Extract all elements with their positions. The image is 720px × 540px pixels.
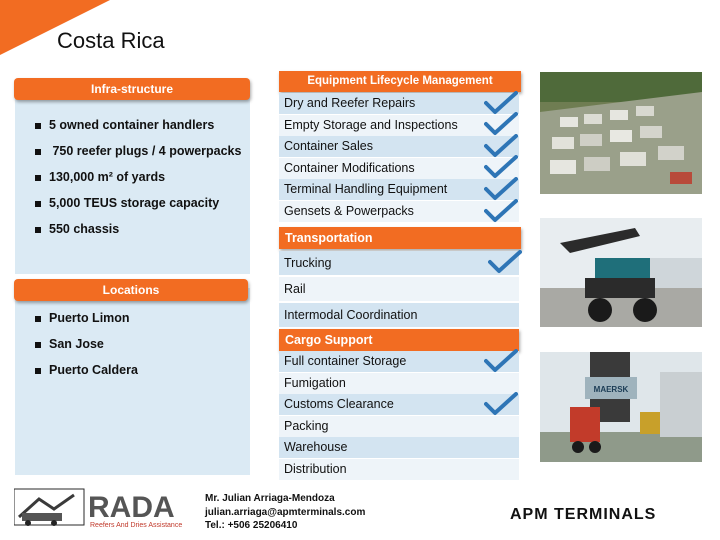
- row-label: Terminal Handling Equipment: [284, 182, 448, 196]
- transportation-header: Transportation: [279, 227, 521, 249]
- row-label: Container Sales: [284, 139, 373, 153]
- list-item: Puerto Caldera: [33, 363, 138, 377]
- check-icon: [484, 349, 518, 373]
- locations-header: Locations: [14, 279, 248, 301]
- rada-logo: [14, 487, 189, 529]
- equipment-header: Equipment Lifecycle Management: [279, 71, 521, 92]
- row-label: Fumigation: [284, 376, 346, 390]
- page-title: Costa Rica: [57, 28, 165, 53]
- rada-tagline: Reefers And Dries Assistance: [90, 522, 183, 529]
- row-label: Intermodal Coordination: [284, 308, 418, 322]
- list-item: 5,000 TEUS storage capacity: [33, 196, 241, 210]
- table-row: [279, 459, 519, 480]
- cargo-header: Cargo Support: [279, 329, 519, 351]
- table-row: [279, 115, 519, 136]
- contact-block: [205, 492, 365, 533]
- reach-stacker-photo: [540, 218, 702, 327]
- table-row: [279, 416, 519, 437]
- row-label: Container Modifications: [284, 161, 415, 175]
- row-label: Full container Storage: [284, 354, 407, 368]
- table-row: [279, 136, 519, 157]
- check-icon: [484, 392, 518, 416]
- row-label: Distribution: [284, 462, 347, 476]
- row-label: Rail: [284, 282, 306, 296]
- terminal-aerial-photo: [540, 72, 702, 194]
- row-label: Dry and Reefer Repairs: [284, 96, 416, 110]
- rada-wordmark: RADA: [88, 491, 175, 524]
- table-row: [279, 201, 519, 222]
- check-icon: [488, 250, 522, 274]
- list-item: Puerto Limon: [33, 311, 138, 325]
- infra-list: [33, 118, 241, 236]
- row-label: Customs Clearance: [284, 397, 394, 411]
- list-item: 130,000 m² of yards: [33, 170, 241, 184]
- list-item: San Jose: [33, 337, 138, 351]
- maersk-text: MAERSK: [593, 385, 629, 394]
- table-row: [279, 303, 519, 327]
- row-label: Warehouse: [284, 440, 348, 454]
- locations-list: [33, 311, 138, 377]
- list-item: 750 reefer plugs / 4 powerpacks: [33, 144, 241, 158]
- contact-phone: Tel.: +506 25206410: [205, 520, 298, 531]
- table-row: [279, 251, 519, 275]
- table-row: [279, 394, 519, 415]
- table-row: [279, 351, 519, 372]
- row-label: Trucking: [284, 256, 332, 270]
- table-row: [279, 437, 519, 458]
- contact-email[interactable]: julian.arriaga@apmterminals.com: [205, 506, 366, 518]
- container-yard-photo: [540, 352, 702, 462]
- infra-header: Infra-structure: [14, 78, 250, 100]
- table-row: [279, 179, 519, 200]
- table-row: [279, 93, 519, 114]
- table-row: [279, 158, 519, 179]
- list-item: 550 chassis: [33, 222, 241, 236]
- contact-name: Mr. Julian Arriaga-Mendoza: [205, 493, 335, 504]
- row-label: Packing: [284, 419, 329, 433]
- check-icon: [484, 112, 518, 136]
- row-label: Gensets & Powerpacks: [284, 204, 414, 218]
- check-icon: [484, 199, 518, 223]
- table-row: [279, 277, 519, 301]
- apm-terminals-logo: APM TERMINALS: [510, 506, 657, 523]
- table-row: [279, 373, 519, 394]
- check-icon: [484, 155, 518, 179]
- list-item: 5 owned container handlers: [33, 118, 241, 132]
- row-label: Empty Storage and Inspections: [284, 118, 458, 132]
- check-icon: [484, 177, 518, 201]
